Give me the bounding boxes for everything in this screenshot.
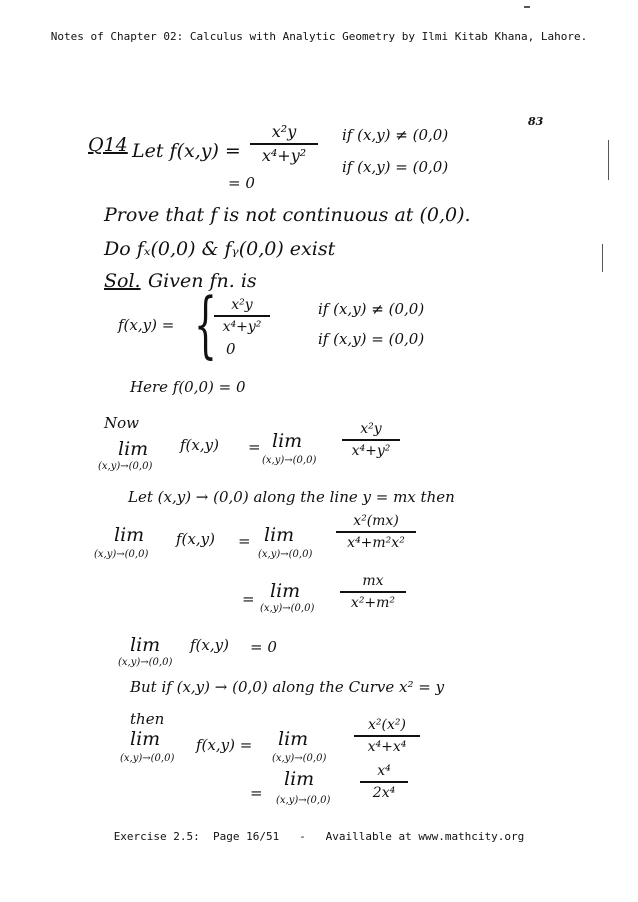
lim1-function: f(x,y) xyxy=(180,436,219,454)
lim6-denominator: 2x⁴ xyxy=(372,785,396,801)
lim1-equals: = xyxy=(248,438,261,456)
solution-label: Sol. xyxy=(104,270,141,292)
lim4-subscript: (x,y)→(0,0) xyxy=(118,657,173,668)
lim1-subscript: (x,y)→(0,0) xyxy=(98,461,153,472)
lim5-rhs-subscript: (x,y)→(0,0) xyxy=(272,753,327,764)
lim2-equals: = xyxy=(238,532,251,550)
lim5-lhs: lim xyxy=(130,728,161,750)
piecewise-brace: { xyxy=(194,282,217,366)
lim2-lhs: lim xyxy=(114,524,145,546)
lim1-rhs-subscript: (x,y)→(0,0) xyxy=(262,455,317,466)
scan-mark xyxy=(602,244,603,272)
lim3-fraction xyxy=(340,574,406,610)
partials-question: Do fₓ(0,0) & fᵧ(0,0) exist xyxy=(104,238,336,260)
page-number: 83 xyxy=(528,115,544,128)
then-label: then xyxy=(130,710,165,728)
lim2-numerator: x²(mx) xyxy=(353,513,399,529)
lim3-denominator: x²+m² xyxy=(350,595,396,611)
lim4-function: f(x,y) xyxy=(190,636,229,654)
lim4-lhs: lim xyxy=(130,634,161,656)
lim2-function: f(x,y) xyxy=(176,530,215,548)
lim3-equals: = xyxy=(242,590,255,608)
solution-given: Given fn. is xyxy=(148,270,257,292)
along-line-statement: Let (x,y) → (0,0) along the line y = mx then xyxy=(128,488,455,506)
question-zero-value: = 0 xyxy=(228,174,255,192)
piecewise-condition-2: if (x,y) = (0,0) xyxy=(318,330,425,348)
lim1-rhs: lim xyxy=(272,430,303,452)
lim2-rhs: lim xyxy=(264,524,295,546)
lim6-rhs-subscript: (x,y)→(0,0) xyxy=(276,795,331,806)
lim4-result: = 0 xyxy=(250,638,277,656)
lim1-numerator: x²y xyxy=(360,421,382,437)
fraction-numerator: x²y xyxy=(271,122,297,141)
lim6-equals: = xyxy=(250,784,263,802)
page-header: Notes of Chapter 02: Calculus with Analytic Geometry by Ilmi Kitab Khana, Lahore. xyxy=(50,30,588,43)
prove-statement: Prove that f is not continuous at (0,0). xyxy=(104,204,471,226)
lim5-subscript: (x,y)→(0,0) xyxy=(120,753,175,764)
lim6-numerator: x⁴ xyxy=(377,763,391,779)
lim1-denominator: x⁴+y² xyxy=(351,443,391,459)
lim2-denominator: x⁴+m²x² xyxy=(347,535,405,551)
lim3-rhs-subscript: (x,y)→(0,0) xyxy=(260,603,315,614)
now-label: Now xyxy=(104,414,139,432)
page-footer: Exercise 2.5: Page 16/51 - Availlable at www.mathcity.org xyxy=(113,830,525,843)
lim6-rhs: lim xyxy=(284,768,315,790)
lim3-numerator: mx xyxy=(362,573,384,589)
question-let: Let f(x,y) = xyxy=(132,140,241,162)
fraction-denominator: x⁴+y² xyxy=(261,146,307,165)
lim6-fraction xyxy=(360,764,408,800)
here-statement: Here f(0,0) = 0 xyxy=(130,378,246,396)
lim1-lhs: lim xyxy=(118,438,149,460)
lim5-rhs: lim xyxy=(278,728,309,750)
lim5-function: f(x,y) = xyxy=(196,736,253,754)
lim2-rhs-subscript: (x,y)→(0,0) xyxy=(258,549,313,560)
lim5-numerator: x²(x²) xyxy=(368,717,406,733)
piecewise-numerator: x²y xyxy=(231,297,253,313)
piecewise-zero: 0 xyxy=(226,340,236,358)
lim1-fraction xyxy=(342,422,400,458)
question-label: Q14 xyxy=(88,134,128,156)
lim2-fraction xyxy=(336,514,416,550)
question-condition-1: if (x,y) ≠ (0,0) xyxy=(342,126,449,144)
question-condition-2: if (x,y) = (0,0) xyxy=(342,158,449,176)
lim5-denominator: x⁴+x⁴ xyxy=(367,739,407,755)
piecewise-condition-1: if (x,y) ≠ (0,0) xyxy=(318,300,425,318)
piecewise-lhs: f(x,y) = xyxy=(118,316,175,334)
along-curve-statement: But if (x,y) → (0,0) along the Curve x² = y xyxy=(130,678,445,696)
scan-mark xyxy=(524,6,530,8)
scan-mark xyxy=(608,140,609,180)
lim2-subscript: (x,y)→(0,0) xyxy=(94,549,149,560)
lim3-rhs: lim xyxy=(270,580,301,602)
piecewise-denominator: x⁴+y² xyxy=(222,319,262,335)
piecewise-fraction xyxy=(214,298,270,334)
question-fraction xyxy=(250,124,318,164)
lim5-fraction xyxy=(354,718,420,754)
